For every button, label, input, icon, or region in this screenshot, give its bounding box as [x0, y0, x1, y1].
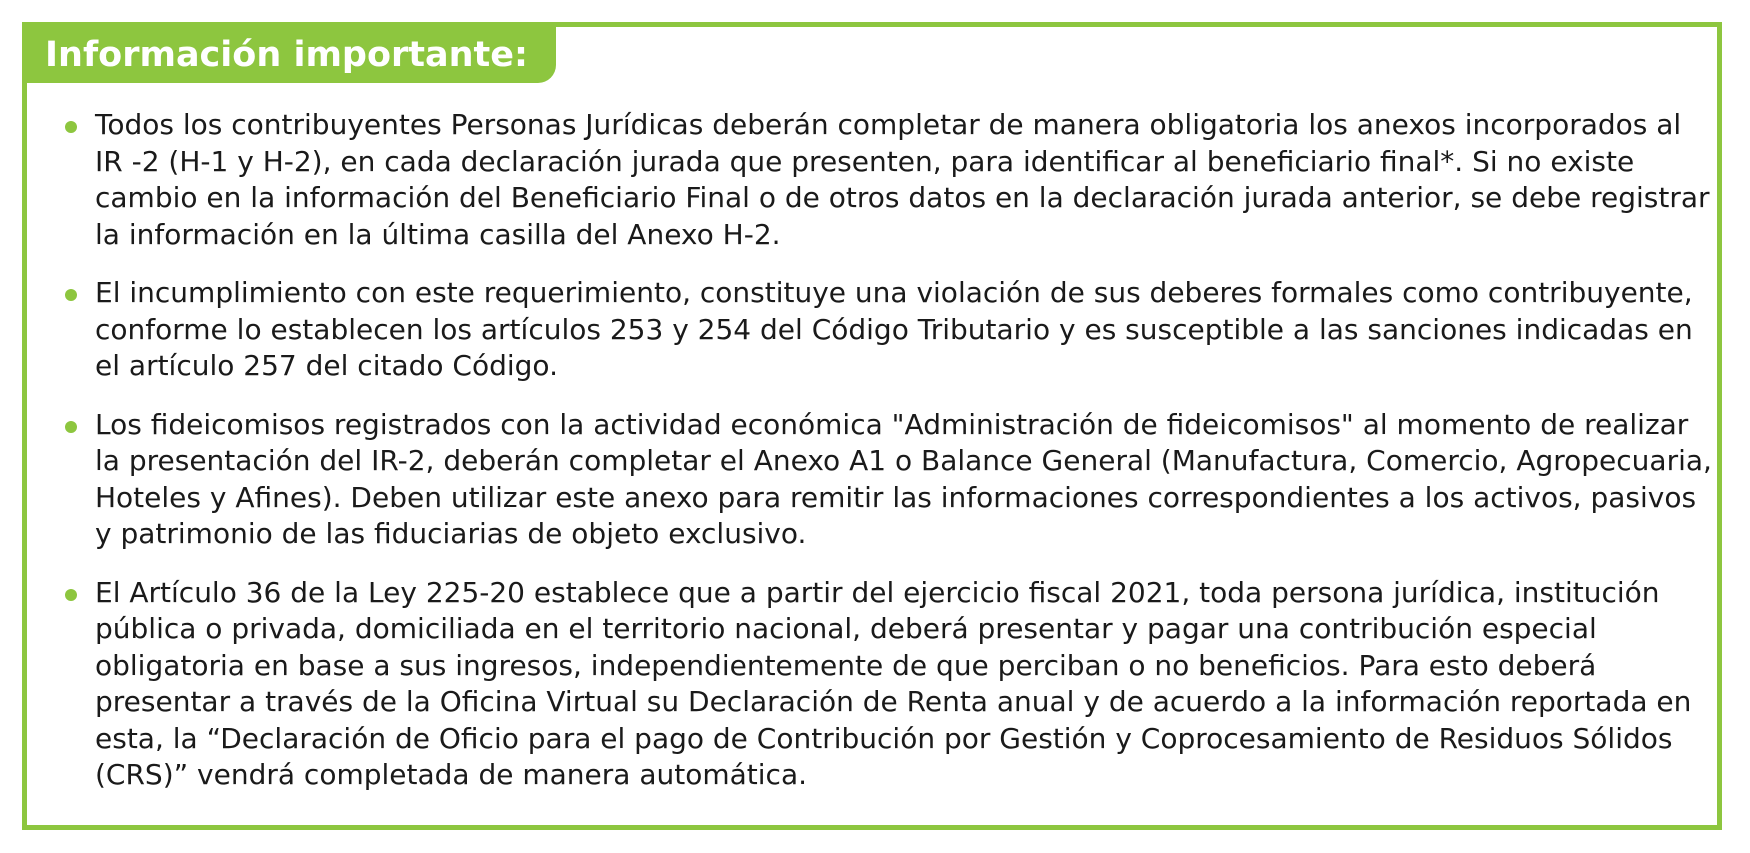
notice-item-text: Los fideicomisos registrados con la actividad económica "Administración de fideicomisos" al momento de realizar la presentación del IR-2, deberán completar el Anexo A1 o Balance General (Manufactura, Comercio, Agropecuaria, Hoteles y Afines). Deben utilizar este anexo para remitir las informaciones correspondientes a los activos, pasivos y patrimonio de las fiduciarias de objeto exclusivo.	[95, 407, 1712, 550]
notice-item-fideicomisos	[65, 407, 1715, 553]
notice-item-text: El incumplimiento con este requerimiento, constituye una violación de sus deberes formales como contribuyente, conforme lo establecen los artículos 253 y 254 del Código Tributario y es susceptible a las sanciones indicadas en el artículo 257 del citado Código.	[95, 276, 1693, 382]
notice-title: Información importante:	[27, 27, 556, 83]
bullet-dot-icon	[65, 289, 77, 301]
bullet-dot-icon	[65, 589, 77, 601]
notice-item-incumplimiento	[65, 275, 1715, 385]
notice-item-beneficiario-final	[65, 107, 1715, 253]
bullet-dot-icon	[65, 121, 77, 133]
important-info-box	[22, 22, 1722, 830]
bullet-dot-icon	[65, 421, 77, 433]
notice-item-ley-225-20	[65, 575, 1715, 794]
notice-list	[65, 107, 1715, 816]
notice-item-text: Todos los contribuyentes Personas Jurídicas deberán completar de manera obligatoria los anexos incorporados al IR -2 (H-1 y H-2), en cada declaración jurada que presenten, para identificar al beneficiario final*. Si no existe cambio en la información del Beneficiario Final o de otros datos en la declaración jurada anterior, se debe registrar la información en la última casilla del Anexo H-2.	[95, 108, 1710, 251]
notice-item-text: El Artículo 36 de la Ley 225-20 establece que a partir del ejercicio fiscal 2021, toda persona jurídica, institución pública o privada, domiciliada en el territorio nacional, deberá presentar y pagar una contribución especial obligatoria en base a sus ingresos, independientemente de que perciban o no beneficios. Para esto deberá presentar a través de la Oficina Virtual su Declaración de Renta anual y de acuerdo a la información reportada en esta, la “Declaración de Oficio para el pago de Contribución por Gestión y Coprocesamiento de Residuos Sólidos (CRS)” vendrá completada de manera automática.	[95, 575, 1692, 791]
